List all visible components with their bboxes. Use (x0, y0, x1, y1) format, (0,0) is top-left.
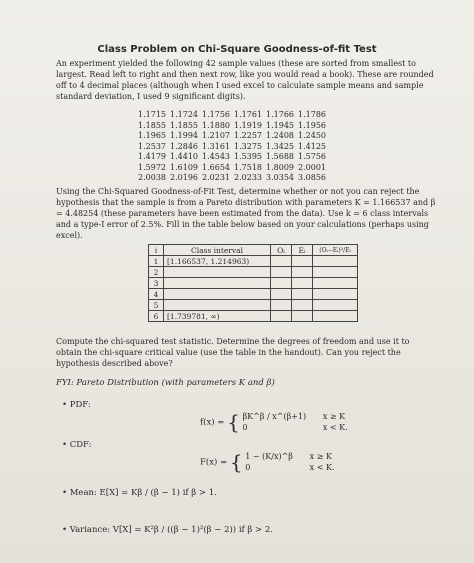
table-header-row (149, 245, 358, 256)
sample-value: 1.2257 (234, 131, 262, 140)
header-observed: Oᵢ (271, 245, 292, 256)
cell-chi-term (313, 289, 358, 300)
variance-formula: Variance: V[X] = K²β / ((β − 1)²(β − 2)) if β > 2. (69, 525, 273, 535)
pdf-formula (200, 410, 348, 434)
sample-value: 1.1945 (266, 120, 294, 130)
row-index: 1 (149, 256, 164, 267)
pdf-lhs: f(x) = (200, 417, 225, 428)
sample-row (138, 142, 330, 153)
intro-paragraph: An experiment yielded the following 42 sample values (these are sorted from smallest to largest. Read left to right and then next row, like you would read a book). These are rounded off to 4 decimal places (although when I used excel to calculate sample means and sample standard deviation, I used 9 significant digits). (56, 59, 434, 101)
sample-value: 1.2450 (298, 131, 326, 140)
row-interval (164, 278, 271, 289)
cdf-formula (200, 450, 334, 474)
row-index: 5 (149, 300, 164, 311)
cell-chi-term (313, 311, 358, 322)
cdf-bullet: • CDF: (62, 440, 92, 450)
row-index: 3 (149, 278, 164, 289)
cdf-conditions (310, 451, 335, 473)
pdf-case-1: βK^β / x^(β+1) (242, 412, 307, 421)
sample-value: 1.4410 (170, 152, 198, 161)
row-interval: [1.739781, ∞) (164, 311, 271, 322)
sample-value: 1.1715 (138, 110, 166, 119)
row-interval (164, 267, 271, 278)
sample-row (138, 121, 330, 132)
header-class-interval: Class interval (164, 245, 271, 256)
sample-value: 1.1786 (298, 110, 326, 119)
sample-value: 3.0354 (266, 173, 294, 182)
sample-value: 1.1956 (298, 120, 326, 130)
cell-chi-term (313, 267, 358, 278)
sample-value: 1.2107 (202, 131, 230, 140)
pdf-bullet: • PDF: (62, 400, 91, 410)
cell-observed (271, 256, 292, 267)
sample-value: 1.5395 (234, 152, 262, 161)
sample-value: 3.0856 (298, 173, 326, 182)
table-row (149, 311, 358, 322)
cell-expected (292, 267, 313, 278)
sample-row (138, 173, 330, 184)
cell-observed (271, 267, 292, 278)
page-title: Class Problem on Chi-Square Goodness-of-fit Test (97, 44, 377, 55)
pdf-cases (243, 411, 307, 433)
cdf-label: CDF: (69, 440, 92, 450)
table-row (149, 289, 358, 300)
cdf-case-2: 0 (245, 463, 251, 472)
cell-expected (292, 289, 313, 300)
sample-row (138, 131, 330, 142)
row-interval: [1.166537, 1.214963) (164, 256, 271, 267)
cdf-cond-1: x ≥ K (309, 452, 332, 461)
pdf-conditions (323, 411, 348, 433)
sample-value: 1.2846 (170, 141, 198, 151)
sample-value: 1.4179 (138, 152, 166, 161)
left-brace-icon: { (229, 450, 243, 474)
sample-value: 1.1724 (170, 110, 198, 119)
cell-expected (292, 256, 313, 267)
class-interval-table (148, 244, 358, 322)
sample-value: 2.0001 (298, 162, 326, 172)
cell-observed (271, 300, 292, 311)
sample-value: 2.0233 (234, 173, 262, 182)
cell-expected (292, 311, 313, 322)
sample-value: 1.2537 (138, 141, 166, 151)
sample-value: 1.5972 (138, 162, 166, 172)
sample-values-table (138, 110, 330, 184)
row-index: 4 (149, 289, 164, 300)
mean-bullet: • Mean: E[X] = Kβ / (β − 1) if β > 1. (62, 488, 217, 498)
sample-value: 1.1965 (138, 131, 166, 140)
pdf-cond-1: x ≥ K (322, 412, 346, 421)
cdf-lhs: F(x) = (200, 457, 228, 468)
row-interval (164, 289, 271, 300)
cdf-cond-2: x < K. (309, 463, 335, 472)
sample-value: 1.7518 (234, 162, 262, 172)
instructions-paragraph: Using the Chi-Squared Goodness-of-Fit Test, determine whether or not you can reject the hypothesis that the sample is from a Pareto distribution with parameters K = 1.166537 and β = 4.48254 (these parameters have been estimated from the data). Use k = 6 class intervals and a type-I error of 2.5%. Fill in the table below based on your calculations (perhaps using excel). (56, 187, 436, 240)
mean-formula: Mean: E[X] = Kβ / (β − 1) if β > 1. (69, 488, 217, 498)
fyi-heading (56, 378, 275, 388)
fyi-text: FYI: Pareto Distribution (with parameters K and β) (56, 378, 275, 388)
header-chi-term: (Oᵢ−Eᵢ)²/Eᵢ (313, 245, 358, 256)
table-row (149, 278, 358, 289)
sample-value: 1.1761 (234, 110, 262, 119)
row-index: 6 (149, 311, 164, 322)
sample-row (138, 110, 330, 121)
sample-value: 2.0231 (202, 173, 230, 182)
sample-value: 1.8009 (266, 162, 294, 172)
compute-paragraph: Compute the chi-squared test statistic. Determine the degrees of freedom and use it to obtain the chi-square critical value (use the table in the handout). Can you reject the hypothesis described above? (56, 337, 410, 368)
cell-expected (292, 300, 313, 311)
sample-value: 1.1994 (170, 131, 198, 140)
sample-value: 1.1880 (202, 120, 230, 130)
cdf-cases (245, 451, 293, 473)
sample-value: 2.0196 (170, 173, 198, 182)
sample-value: 1.5688 (266, 152, 294, 161)
sample-value: 1.4543 (202, 152, 230, 161)
sample-value: 1.2408 (266, 131, 294, 140)
header-expected: Eᵢ (292, 245, 313, 256)
cell-observed (271, 278, 292, 289)
cell-chi-term (313, 278, 358, 289)
sample-value: 1.3425 (266, 141, 294, 151)
cdf-case-1: 1 − (K/x)^β (245, 452, 293, 461)
header-index: i (149, 245, 164, 256)
variance-bullet: • Variance: V[X] = K²β / ((β − 1)²(β − 2)) if β > 2. (62, 525, 273, 535)
sample-value: 1.6109 (170, 162, 198, 172)
sample-value: 1.1855 (138, 120, 166, 130)
sample-value: 1.4125 (298, 141, 326, 151)
cell-expected (292, 278, 313, 289)
cell-observed (271, 289, 292, 300)
cell-chi-term (313, 300, 358, 311)
pdf-case-2: 0 (242, 423, 248, 432)
cell-chi-term (313, 256, 358, 267)
sample-value: 1.1756 (202, 110, 230, 119)
cell-observed (271, 311, 292, 322)
sample-value: 1.3275 (234, 141, 262, 151)
table-row (149, 267, 358, 278)
pdf-cond-2: x < K. (322, 423, 348, 432)
table-row (149, 256, 358, 267)
left-brace-icon: { (227, 410, 240, 434)
row-interval (164, 300, 271, 311)
row-index: 2 (149, 267, 164, 278)
sample-value: 1.1919 (234, 120, 262, 130)
sample-value: 2.0038 (138, 173, 166, 182)
sample-row (138, 163, 330, 174)
table-row (149, 300, 358, 311)
pdf-label: PDF: (69, 400, 91, 410)
sample-row (138, 152, 330, 163)
sample-value: 1.1766 (266, 110, 294, 119)
sample-value: 1.6654 (202, 162, 230, 172)
sample-value: 1.5756 (298, 152, 326, 161)
sample-value: 1.1855 (170, 120, 198, 130)
sample-value: 1.3161 (202, 141, 230, 151)
